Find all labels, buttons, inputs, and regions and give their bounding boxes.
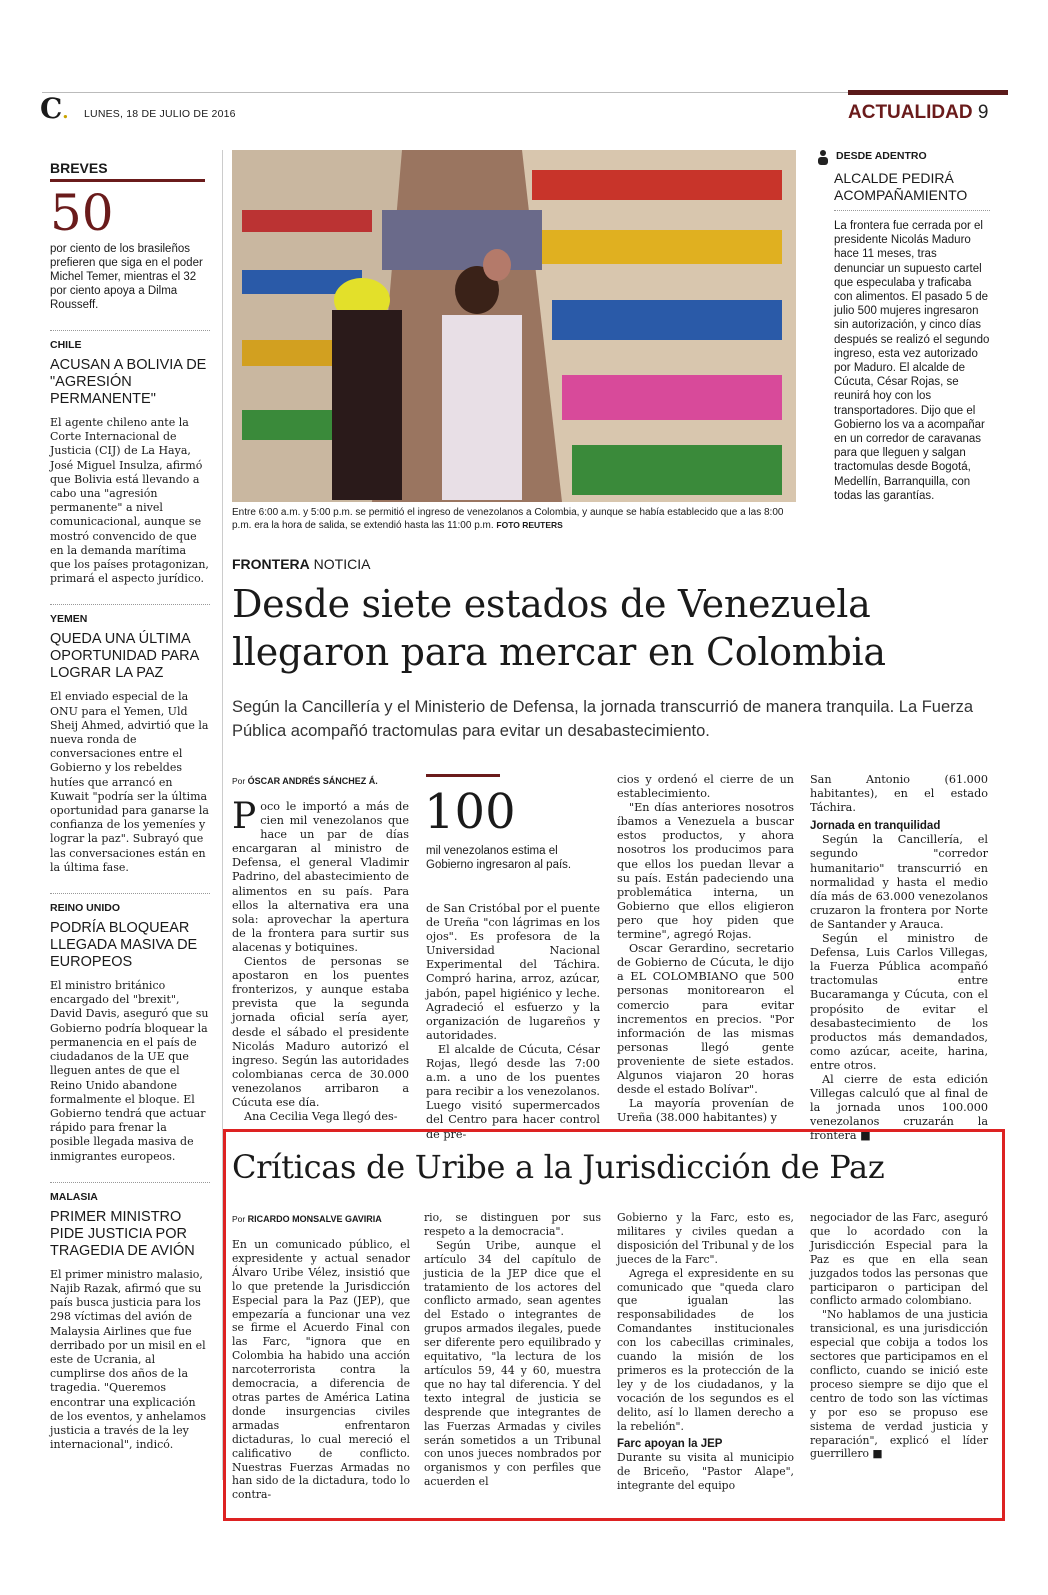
brief-body: El agente chileno ante la Corte Internacional de Justicia (CIJ) de La Haya, José Miguel Insulza, afirmó que Bolivia está llevando a cabo una "agresión permanente" a nivel comunicacional, aunque se mostró convencido de que en la demanda marítima que los países protagonizan, primará el aspecto jurídico. — [50, 416, 209, 586]
box-column-2: rio, se distinguen por sus respeto a la democracia". Según Uribe, aunque el artículo 34 del capítulo de justicia de la JEP dice que el tratamiento de los actores del conflicto armado, sean agentes del Estado o integrantes de grupos armados ilegales, puede ser diferente pero equilibrado y equitativo, "la lectura de los artículos 59, 44 y 60, muestra que no hay tal diferencia. Y del texto integral de justicia se desprende que integrantes de las Fuerzas Armadas y civiles serán sometidos a un Tribunal con unos jueces nombrados por organismos y con perfiles que acuerden el — [424, 1211, 601, 1489]
box-column-1: En un comunicado público, el expresidente y actual senador Álvaro Uribe Vélez, insistió que lo que pretende la Jurisdicción Especial para la Paz (JEP), que empezaría a funcionar una vez se firme el Acuerdo Final con las Farc, "ignora que en Colombia ha habido una acción narcoterrorista contra la democracia, a diferencia de otras partes de América Latina donde insurgencias civiles armadas enfrentaron dictaduras, lo cual mereció el calificativo de conflicto. Nuestras Fuerzas Armadas no han sido de la dictadura, todo lo contra- — [232, 1238, 410, 1502]
story-deck: Según la Cancillería y el Ministerio de Defensa, la jornada transcurrió de manera tranquila. La Fuerza Pública acompañó tractomulas para evitar un desabastecimiento. — [232, 698, 974, 740]
box-subhead: Farc apoyan la JEP — [617, 1437, 723, 1450]
brief-country: CHILE — [50, 330, 210, 351]
box-headline: Críticas de Uribe a la Jurisdicción de Paz — [232, 1148, 885, 1186]
brief-body: El enviado especial de la ONU para el Yemen, Uld Sheij Ahmed, advirtió que la nueva ronda de conversaciones entre el Gobierno y los rebeldes hutíes que arrancó en Kuwait "podría ser la última oportunidad para ganarse la confianza de los yemeníes y lograr la paz". Subrayó que las conversaciones están en la última fase. — [50, 690, 209, 874]
brief-headline: ACUSAN A BOLIVIA DE "AGRESIÓN PERMANENTE" — [50, 357, 207, 407]
stat-number: 50 — [50, 184, 114, 242]
photo-caption: Entre 6:00 a.m. y 5:00 p.m. se permitió el ingreso de venezolanos a Colombia, y aunque se había establecido que a las 8:00 p.m. era la hora de salida, se extendió hasta las 11:00 p.m. FOTO REUTERS — [232, 507, 784, 531]
breves-column — [50, 160, 210, 1452]
folio-date: LUNES, 18 DE JULIO DE 2016 — [84, 108, 236, 120]
story-column-2: de San Cristóbal por el puente de Ureña "con lágrimas en los ojos". Es profesora de la Universidad Nacional Experimental del Táchira. Compró harina, arroz, azúcar, jabón, papel higiénico y leche. Agradeció el esfuerzo y la organización de lugareños y autoridades. El alcalde de Cúcuta, César Rojas, llegó desde las 7:00 a.m. a uno de los puentes para recibir a los venezolanos. Luego visitó supermercados del Centro para hacer control de pre- — [426, 902, 600, 1141]
dropcap: P — [232, 796, 257, 837]
brief-body: El primer ministro malasio, Najib Razak, afirmó que su país busca justicia para los 298 víctimas del avión de Malaysia Airlines que fue derribado por un misil en el este de Ucrania, al cumplirse dos años de la tragedia. "Queremos encontrar una explicación de los eventos, y anhelamos justicia a través de la ley internacional", indicó. — [50, 1267, 207, 1452]
sidebar-kicker: DESDE ADENTRO — [836, 150, 927, 162]
story-kicker: FRONTERA NOTICIA — [232, 556, 371, 572]
sidebar-desde-adentro — [812, 150, 990, 503]
sidebar-body: La frontera fue cerrada por el presidente Nicolás Maduro hace 11 meses, tras denunciar un supuesto cartel que especulaba y traficaba con alimentos. El pasado 5 de julio 500 mujeres ingresaron sin autorización, y cinco días después se realizó el segundo ingreso, esta vez autorizado por Maduro. El alcalde de Cúcuta, César Rojas, se reunirá hoy con los transportadores. Dijo que el Gobierno los va a acompañar en un corredor de caravanas para que lleguen y salgan tractomulas desde Bogotá, Medellín, Barranquilla, con todas las garantías. — [834, 220, 990, 502]
pull-quote-number: 100 — [424, 784, 516, 840]
brief-body: El ministro británico encargado del "brexit", David Davis, aseguró que su Gobierno podría bloquear la permanencia en el país de ciudadanos de la UE que lleguen antes de que el Reino Unido abandone formalmente el bloque. El Gobierno tendrá que actuar rápido para frenar la posible llegada masiva de inmigrantes europeos. — [50, 979, 209, 1163]
brief-country: MALASIA — [50, 1182, 210, 1203]
section-bar — [848, 90, 1008, 95]
story-column-4: San Antonio (61.000 habitantes), en el estado Táchira. Jornada en tranquilidad Según la Cancillería, el segundo "corredor humanitario" transcurrió en normalidad y hasta el medio día más de 63.000 venezolanos cruzaron la frontera por Norte de Santander y Arauca. Según el ministro de Defensa, Luis Carlos Villegas, la Fuerza Pública acompañó tractomulas entre Bucaramanga y Cúcuta, con el propósito de evitar el desabastecimiento de los productos más demandados, como azúcar, aceite, harina, entre otros. Al cierre de esta edición Villegas calculó que al final de la jornada unos 100.000 venezolanos cruzarán la frontera ■ — [810, 773, 988, 1143]
box-column-4: negociador de las Farc, aseguró que lo acordado con la Jurisdicción Especial para la Paz es que en ella sean juzgados todos las personas que participaron o participan del conflicto armado colombiano. "No hablamos de una justicia transicional, es una jurisdicción especial que cobija a todos los sectores que participamos en el conflicto, cuando se inició este proceso siempre se dijo que el centro de todo son las víctimas y por eso se propuso ese sistema de verdad justicia y reparación", explicó el líder guerrillero ■ — [810, 1211, 988, 1461]
brief-country: REINO UNIDO — [50, 893, 210, 914]
story-byline: Por ÓSCAR ANDRÉS SÁNCHEZ Á. — [232, 776, 378, 786]
supermarket-photo — [232, 150, 796, 502]
brief-headline: QUEDA UNA ÚLTIMA OPORTUNIDAD PARA LOGRAR LA PAZ — [50, 631, 199, 682]
newspaper-logo: C. — [40, 92, 69, 125]
pull-quote-text: mil venezolanos estima el Gobierno ingresaron al país. — [426, 845, 572, 871]
brief-country: YEMEN — [50, 604, 210, 625]
section-label: ACTUALIDAD 9 — [848, 102, 989, 123]
brief-headline: PODRÍA BLOQUEAR LLEGADA MASIVA DE EUROPEOS — [50, 920, 198, 971]
story-column-1: P oco le importó a más de cien mil venezolanos que hace un par de días encargaran al ministro de Defensa, el general Vladimir Padrino, del abastecimiento de alimentos en su país. Para ellos la alternativa era una sola: aprovechar la apertura de la frontera para surtir sus alacenas y botiquines. Cientos de personas se apostaron en los puentes fronterizos, y aunque estaba prevista que la segunda jornada oficial sería ayer, desde el sábado el presidente Nicolás Maduro autorizó el ingreso. Según las autoridades colombianas cerca de 30.000 venezolanos arribaron a Cúcuta ese día. Ana Cecilia Vega llegó des- — [232, 796, 409, 1124]
photo-credit: FOTO REUTERS — [496, 520, 563, 530]
person-icon — [816, 149, 830, 170]
pull-quote-rule — [426, 774, 500, 777]
box-byline: Por RICARDO MONSALVE GAVIRIA — [232, 1214, 382, 1224]
page-number: 9 — [977, 102, 989, 123]
brief-headline: PRIMER MINISTRO PIDE JUSTICIA POR TRAGEDIA DE AVIÓN — [50, 1208, 195, 1259]
story-headline: Desde siete estados de Venezuela llegaron para mercar en Colombia — [232, 582, 886, 674]
stat-text: por ciento de los brasileños prefieren que siga en el poder Michel Temer, mientras el 32 por ciento apoya a Dilma Rousseff. — [50, 243, 203, 311]
supermarket-photo-art — [232, 150, 796, 502]
breves-label: BREVES — [50, 160, 205, 182]
box-column-3: Gobierno y la Farc, esto es, militares y civiles quedan a disposición del Tribunal y de los jueces de la Farc". Agrega el expresidente en su comunicado que "queda claro que igualan las responsabilidades de los Comandantes institucionales con los cabecillas criminales, cuando la misión de los primeros es la protección de la ley y de los ciudadanos, y la vocación de los segundos es el delito, así lo llamen derecho a la rebelión". Farc apoyan la JEP Durante su visita al municipio de Briceño, "Pastor Alape", integrante del equipo — [617, 1211, 794, 1493]
story-subhead: Jornada en tranquilidad — [810, 820, 941, 833]
story-column-3: cios y ordenó el cierre de un establecimiento. "En días anteriores nosotros íbamos a Venezuela a buscar estos productos, y ahora nosotros los producimos para que ellos los puedan llevar a su país. Están padeciendo una problemática interna, un Gobierno que ellos eligieron pero que hoy piden que termine", agregó Rojas. Oscar Gerardino, secretario de Gobierno de Cúcuta, le dijo a EL COLOMBIANO que 500 personas monitorearon el comercio para evitar incrementos en precios. "Por información de las mismas personas llegó gente proveniente de siete estados. Algunos viajaron 20 horas desde el estado Bolívar". La mayoría provenían de Ureña (38.000 habitantes) y — [617, 773, 794, 1125]
sidebar-headline: ALCALDE PEDIRÁ ACOMPAÑAMIENTO — [834, 170, 990, 211]
